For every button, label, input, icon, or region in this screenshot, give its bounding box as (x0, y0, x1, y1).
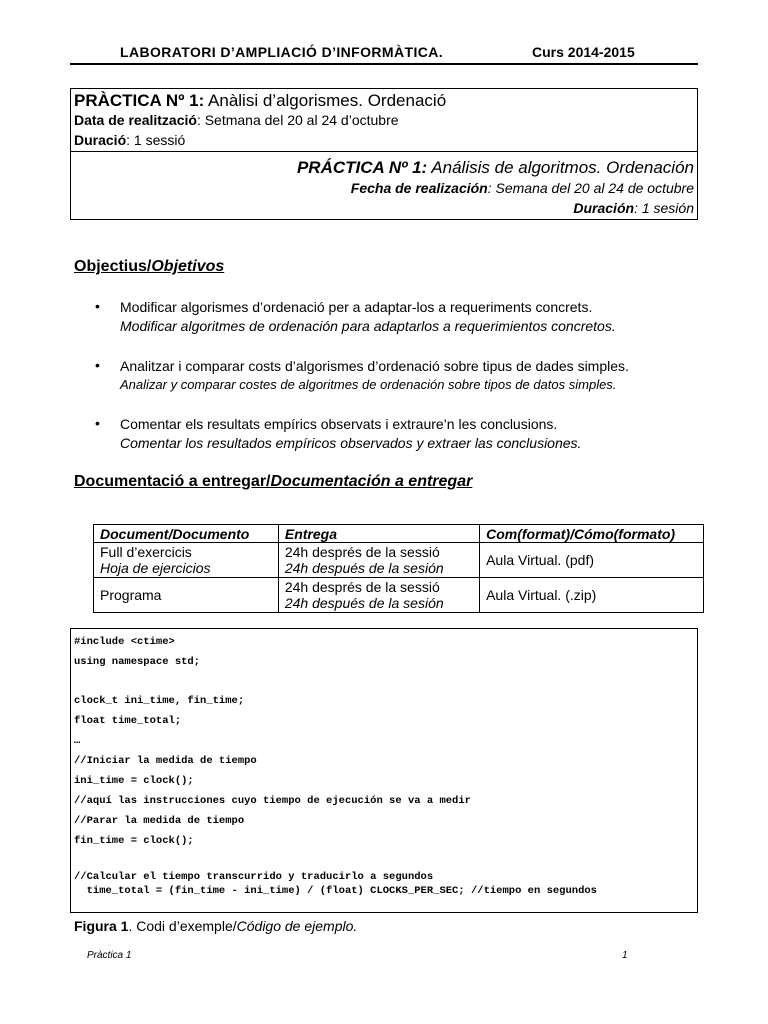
table-header-delivery: Entrega (278, 525, 479, 543)
document-name-es: Hoja de ejercicios (100, 560, 211, 576)
table-row (94, 543, 704, 578)
practice-date-es-label: Fecha de realización (350, 180, 488, 196)
practice-title-es-text: Análisis de algoritmos. Ordenación (427, 158, 694, 177)
objective-3-ca: Comentar els resultats empírics observats i extraure’n les conclusions. (120, 416, 558, 432)
practice-title-ca-text: Anàlisi d’algorismes. Ordenació (204, 91, 447, 110)
table-cell-document (94, 543, 279, 578)
table-cell-document: Programa (94, 578, 279, 613)
code-line: float time_total; (74, 715, 182, 727)
deliverables-table (93, 524, 704, 613)
code-line: //Parar la medida de tiempo (74, 815, 245, 827)
footer-page-number: 1 (622, 950, 628, 961)
table-cell-format: Aula Virtual. (.zip) (480, 578, 704, 613)
practice-title-ca (74, 91, 446, 111)
figure-caption (74, 918, 357, 934)
documentation-heading (74, 473, 472, 491)
practice-duration-es (573, 200, 694, 216)
figure-caption-label: Figura 1 (74, 918, 129, 934)
table-row (94, 578, 704, 613)
practice-title-es (297, 158, 694, 178)
practice-duration-ca-label: Duració (74, 132, 127, 148)
header-course-year: Curs 2014-2015 (532, 44, 635, 60)
table-cell-format: Aula Virtual. (pdf) (480, 543, 704, 578)
table-header-format: Com(format)/Cómo(formato) (480, 525, 704, 543)
bullet-icon: • (95, 298, 100, 314)
figure-caption-text-ca: . Codi d’exemple/ (128, 918, 237, 934)
practice-title-es-label: PRÁCTICA Nº 1: (296, 158, 428, 177)
objective-1-es: Modificar algoritmes de ordenación para adaptarlos a requerimientos concretos. (120, 318, 616, 334)
code-line: … (74, 735, 81, 747)
table-header-document: Document/Documento (94, 525, 279, 543)
practice-title-ca-label: PRÀCTICA Nº 1: (74, 91, 205, 110)
practice-date-ca-label: Data de realització (74, 112, 197, 128)
delivery-es: 24h después de la sesión (284, 560, 444, 576)
objectives-heading-ca: Objectius/ (74, 258, 152, 275)
practice-duration-es-label: Duración (573, 200, 635, 216)
figure-caption-text-es: Código de ejemplo. (236, 918, 358, 934)
header-divider (70, 63, 698, 65)
objectives-heading (74, 258, 224, 276)
delivery-ca: 24h després de la sessió (284, 579, 440, 595)
footer-practice-name: Pràctica 1 (87, 950, 132, 961)
documentation-heading-es: Documentación a entregar (270, 473, 473, 490)
bullet-icon: • (95, 357, 100, 373)
practice-date-ca-value: : Setmana del 20 al 24 d’octubre (196, 112, 399, 128)
header-course-title: LABORATORI D’AMPLIACIÓ D’INFORMÀTICA. (120, 44, 444, 60)
table-header-row (94, 525, 704, 543)
objective-1-ca: Modificar algorismes d’ordenació per a adaptar-los a requeriments concrets. (120, 299, 593, 315)
code-line: clock_t ini_time, fin_time; (74, 695, 245, 707)
objective-2-es: Analizar y comparar costes de algoritmes de ordenación sobre tipos de datos simples. (120, 377, 617, 392)
code-line: //aquí las instrucciones cuyo tiempo de ejecución se va a medir (74, 795, 471, 807)
code-line: fin_time = clock(); (74, 835, 194, 847)
practice-duration-ca-value: : 1 sessió (126, 132, 186, 148)
practice-date-es-value: : Semana del 20 al 24 de octubre (487, 180, 694, 196)
table-cell-delivery (278, 578, 479, 613)
delivery-ca: 24h després de la sessió (284, 544, 440, 560)
table-cell-delivery (278, 543, 479, 578)
documentation-heading-ca: Documentació a entregar/ (74, 473, 271, 490)
objectives-heading-es: Objetivos (151, 258, 225, 275)
practice-date-ca (74, 112, 399, 128)
practice-duration-ca (74, 132, 185, 148)
objective-3-es: Comentar los resultados empíricos observados y extraer las conclusiones. (120, 435, 582, 451)
practice-date-es (351, 180, 694, 196)
code-line: ini_time = clock(); (74, 775, 194, 787)
practice-info-divider (70, 151, 698, 152)
code-line: using namespace std; (74, 656, 201, 668)
practice-duration-es-value: : 1 sesión (634, 200, 694, 216)
bullet-icon: • (95, 415, 100, 431)
code-line: #include <ctime> (74, 636, 175, 648)
code-line: time_total = (fin_time - ini_time) / (float) CLOCKS_PER_SEC; //tiempo en segundos (74, 885, 597, 897)
delivery-es: 24h después de la sesión (284, 595, 444, 611)
code-line: //Iniciar la medida de tiempo (74, 755, 257, 767)
document-name-ca: Full d’exercicis (100, 544, 192, 560)
objective-2-ca: Analitzar i comparar costs d’algorismes d’ordenació sobre tipus de dades simples. (120, 358, 629, 374)
code-line: //Calcular el tiempo transcurrido y traducirlo a segundos (74, 871, 434, 883)
